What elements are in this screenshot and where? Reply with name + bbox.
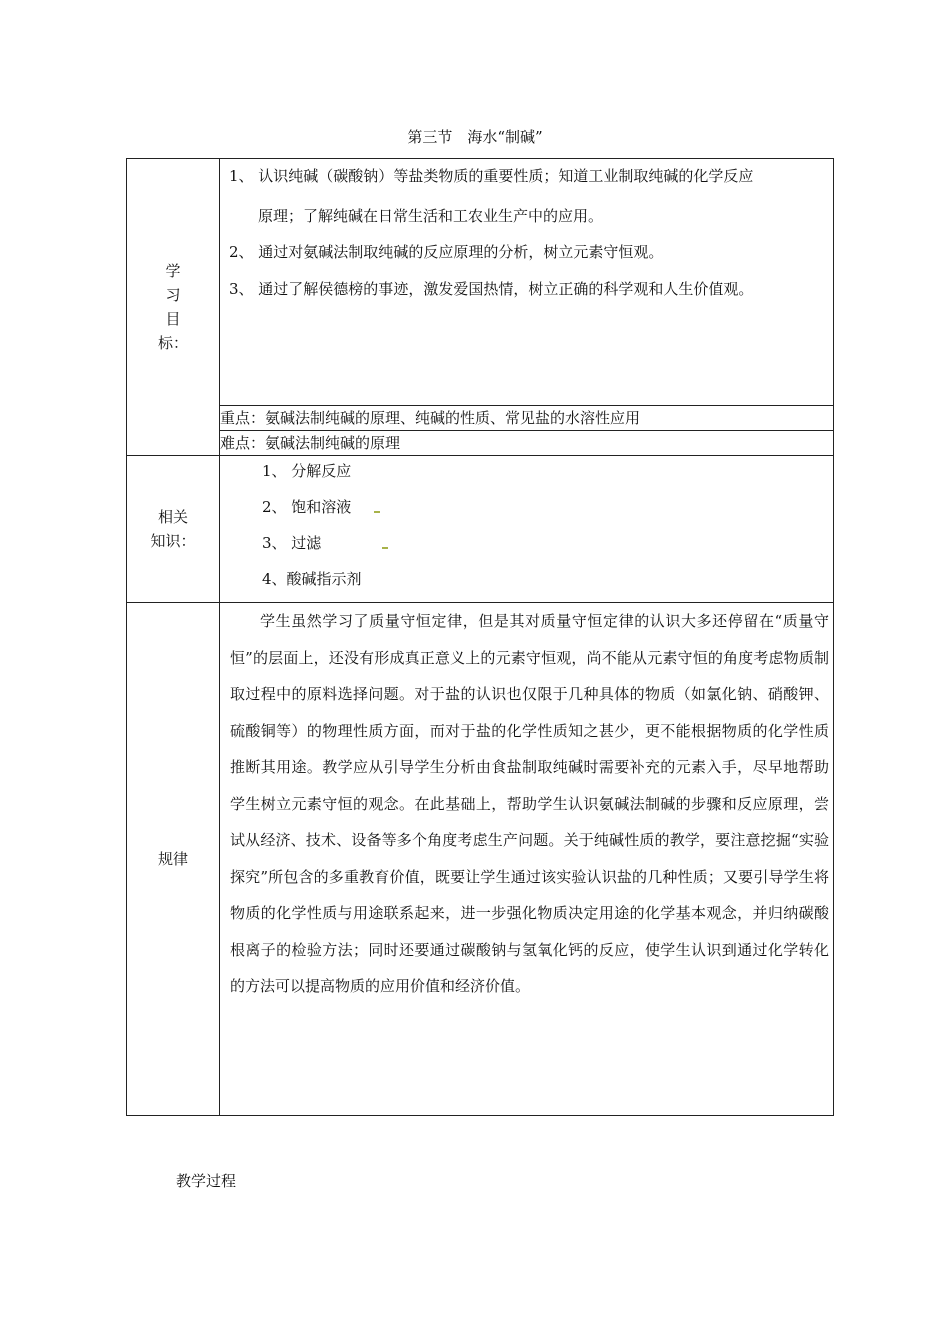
goal-item-1-cont: 原理；了解纯碱在日常生活和工农业生产中的应用。 [258, 207, 604, 225]
difficulty-point: 难点：氨碱法制纯碱的原理 [220, 431, 834, 456]
knowledge-item-1: 1、 分解反应 [262, 462, 352, 480]
goals-label-line: 学 [165, 262, 181, 280]
page-title: 第三节 海水“制碱” [407, 128, 543, 146]
goal-item-2: 2、 通过对氨碱法制取纯碱的反应原理的分析，树立元素守恒观。 [229, 243, 664, 261]
key-point: 重点：氨碱法制纯碱的原理、纯碱的性质、常见盐的水溶性应用 [220, 406, 834, 431]
goal-item-3: 3、 通过了解侯德榜的事迹，激发爱国热情，树立正确的科学观和人生价值观。 [229, 280, 754, 298]
knowledge-cell [220, 456, 834, 603]
knowledge-item-4: 4、酸碱指示剂 [262, 570, 362, 588]
knowledge-label-line: 相关 [157, 508, 188, 526]
ink-mark [374, 511, 380, 513]
key-point-row [127, 406, 834, 431]
knowledge-row [127, 456, 834, 603]
goals-label [127, 159, 220, 456]
goals-row [127, 159, 834, 406]
rules-row [127, 603, 834, 1116]
rules-label: 规律 [127, 603, 220, 1116]
goals-label-line: 目 [165, 310, 181, 328]
knowledge-label-line: 知识： [150, 532, 196, 550]
knowledge-item-3: 3、 过滤 [262, 534, 322, 552]
goals-label-line: 标： [157, 334, 188, 352]
rules-cell [220, 603, 834, 1116]
goal-item-1: 1、 认识纯碱（碳酸钠）等盐类物质的重要性质；知道工业制取纯碱的化学反应 [229, 167, 754, 185]
lesson-table [126, 158, 834, 1116]
goals-cell [220, 159, 834, 406]
knowledge-label [127, 456, 220, 603]
goals-label-line: 习 [165, 286, 181, 304]
knowledge-item-2: 2、 饱和溶液 [262, 498, 352, 516]
difficulty-row [127, 431, 834, 456]
ink-mark [382, 547, 388, 549]
section-heading: 教学过程 [176, 1172, 237, 1190]
rules-text: 学生虽然学习了质量守恒定律，但是其对质量守恒定律的认识大多还停留在“质量守恒”的层面上，还没有形成真正意义上的元素守恒观，尚不能从元素守恒的角度考虑物质制取过程中的原料选择问题。对于盐的认识也仅限于几种具体的物质（如氯化钠、硝酸钾、硫酸铜等）的物理性质方面，而对于盐的化学性质知之甚少，更不能根据物质的化学性质推断其用途。教学应从引导学生分析由食盐制取纯碱时需要补充的元素入手，尽早地帮助学生树立元素守恒的观念。在此基础上，帮助学生认识氨碱法制碱的步骤和反应原理，尝试从经济、技术、设备等多个角度考虑生产问题。关于纯碱性质的教学，要注意挖掘“实验探究”所包含的多重教育价值，既要让学生通过该实验认识盐的几种性质；又要引导学生将物质的化学性质与用途联系起来，进一步强化物质决定用途的化学基本观念，并归纳碳酸根离子的检验方法；同时还要通过碳酸钠与氢氧化钙的反应，使学生认识到通过化学转化的方法可以提高物质的应用价值和经济价值。 [230, 612, 829, 995]
